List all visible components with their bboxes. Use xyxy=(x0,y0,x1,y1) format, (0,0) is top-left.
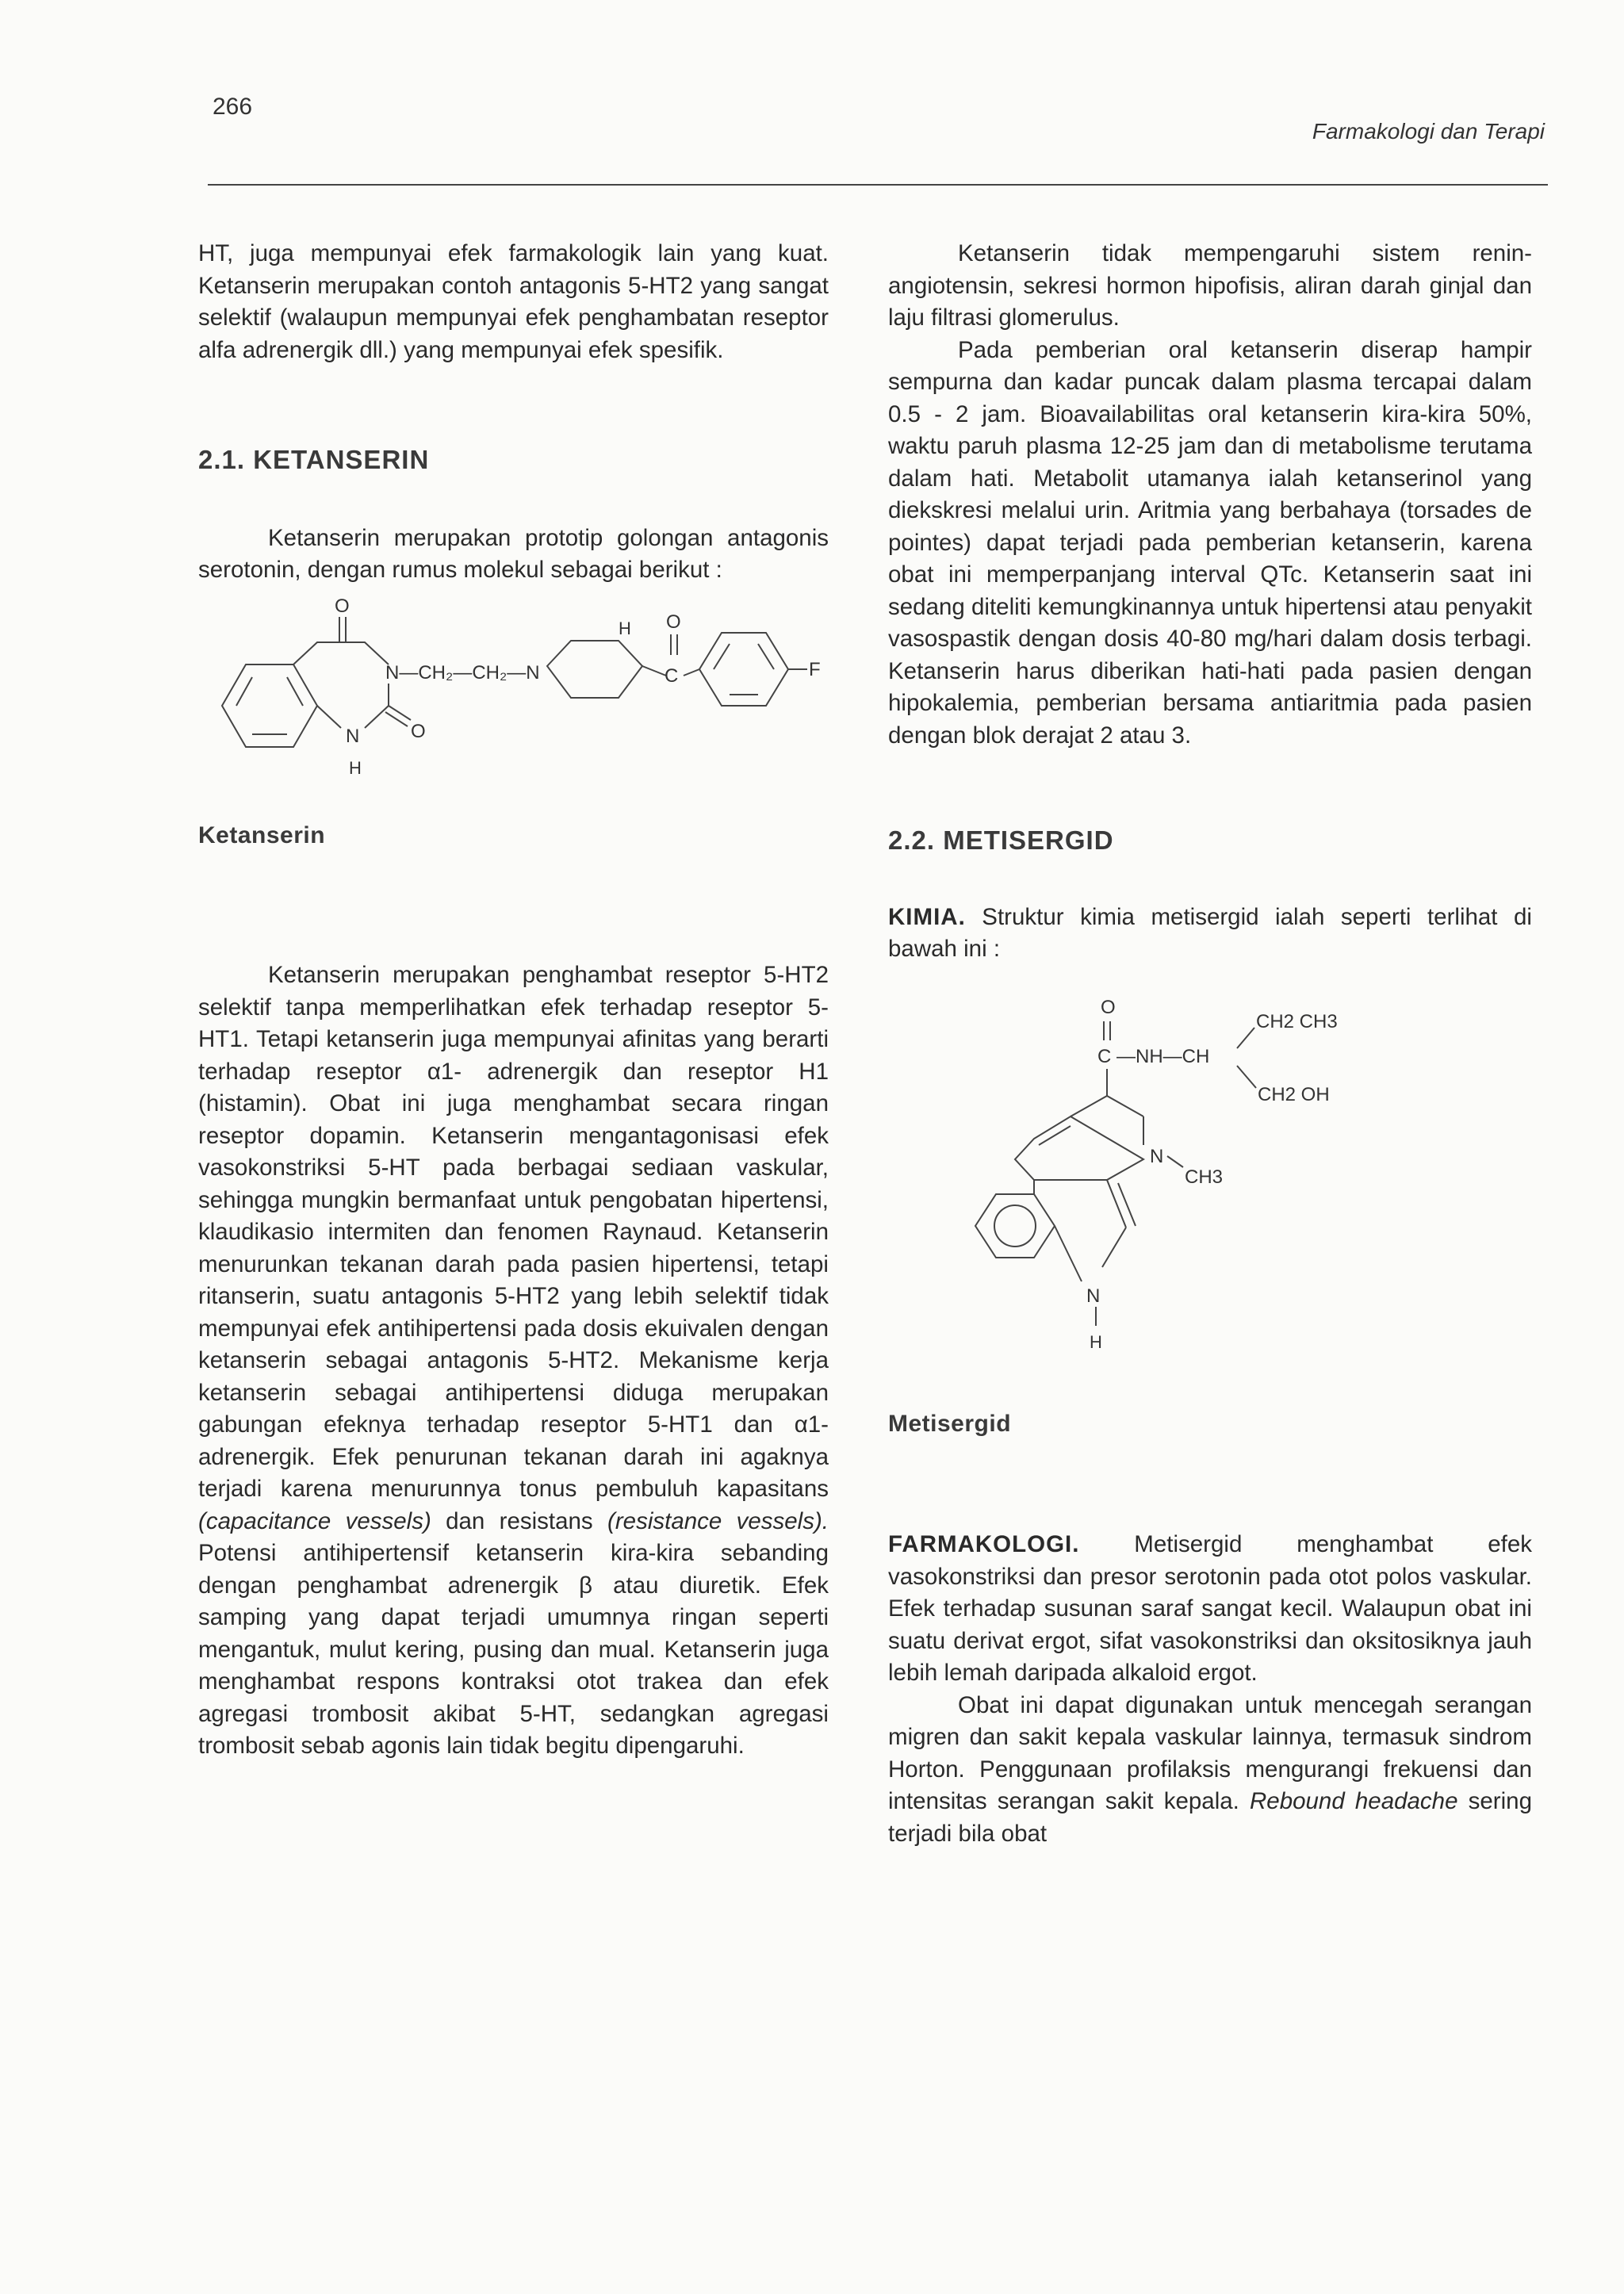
caption-ketanserin: Ketanserin xyxy=(198,821,326,848)
hydrogen-label: H xyxy=(619,618,631,638)
left-column xyxy=(198,238,829,1763)
ring-a xyxy=(975,1194,1055,1258)
piperidine-ring xyxy=(547,641,642,698)
n-methyl-label: CH3 xyxy=(1185,1166,1224,1188)
section-heading-metisergid: 2.2. METISERGID xyxy=(888,825,1114,855)
ethyl-chain-label: N—CH₂—CH₂—N xyxy=(385,661,540,684)
caption-metisergid: Metisergid xyxy=(888,1410,1012,1437)
amide-label: C —NH—CH xyxy=(1097,1045,1210,1067)
pharmacokinetics-paragraph: Pada pemberian oral ketanserin diserap hampir sempurna dan kadar puncak dalam plasma tercapai dalam 0.5 - 2 jam. Bioavailabilitas oral ketanserin kira-kira 50%, waktu paruh plasma 12-25 jam dan di metabolisme terutama dalam hati. Metabolit utamanya ialah ketanserinol yang diekskresi melalui urin. Aritmia yang berbahaya (torsades de pointes) dapat terjadi pada pemberian ketanserin, karena obat ini memperpanjang interval QTc. Ketanserin saat ini sedang diteliti kemungkinannya untuk hipertensi atau penyakit vasospastik dengan dosis 40-80 mg/hari dalam dosis terbagi. Ketanserin harus diberikan hati-hati pada pasien dengan hipokalemia, pemberian bersama antiaritmia pada pasien dengan blok derajat 2 atau 3. xyxy=(888,336,1532,749)
pyrimidine-ring xyxy=(293,642,389,664)
ketone-oxygen-label: O xyxy=(666,611,681,633)
carbonyl-oxygen-label: O xyxy=(1101,996,1116,1018)
metisergid-structure xyxy=(888,990,1532,1402)
ketanserin-intro: Ketanserin merupakan prototip golongan antagonis serotonin, dengan rumus molekul sebagai berikut : xyxy=(198,524,829,583)
farmakologi-paragraph: FARMAKOLOGI. Metisergid menghambat efek vasokonstriksi dan presor serotonin pada otot polos vaskular. Efek terhadap susunan saraf sangat kecil. Walaupun obat ini suatu derivat ergot, sifat vasokonstriksi dan oksitosiknya jauh lebih lemah daripada alkaloid ergot. xyxy=(888,1531,1532,1686)
renin-paragraph: Ketanserin tidak mempengaruhi sistem renin-angiotensin, sekresi hormon hipofisis, aliran darah ginjal dan laju filtrasi glomerulus. xyxy=(888,240,1532,331)
methyl-nitrogen-label: N xyxy=(1150,1145,1164,1167)
italic-resistance: (resistance vessels). xyxy=(607,1507,829,1534)
oxygen-top-label: O xyxy=(335,595,350,617)
indole-nitrogen-label: N xyxy=(1086,1285,1101,1307)
ketone-carbon-label: C xyxy=(665,664,679,687)
right-column xyxy=(888,238,1532,1850)
kimia-paragraph: KIMIA. Struktur kimia metisergid ialah seperti terlihat di bawah ini : xyxy=(888,903,1532,962)
ring-h-label: H xyxy=(349,757,362,778)
italic-rebound-headache: Rebound headache xyxy=(1250,1788,1458,1814)
indole-h-label: H xyxy=(1090,1331,1102,1352)
fluorine-label: F xyxy=(809,658,821,680)
kimia-label: KIMIA. xyxy=(888,903,966,930)
header-rule xyxy=(208,184,1548,186)
section-heading-ketanserin: 2.1. KETANSERIN xyxy=(198,445,430,474)
ethyl-label: CH2 CH3 xyxy=(1256,1010,1338,1032)
oxygen-bottom-label: O xyxy=(411,720,426,742)
running-title: Farmakologi dan Terapi xyxy=(1312,119,1545,144)
page-number: 266 xyxy=(213,94,253,120)
intro-paragraph: HT, juga mempunyai efek farmakologik lain yang kuat. Ketanserin merupakan contoh antagonis 5-HT2 yang sangat selektif (walaupun mempunyai efek penghambatan reseptor alfa adrenergik dll.) yang mempunyai efek spesifik. xyxy=(198,240,829,363)
hydroxymethyl-label: CH2 OH xyxy=(1258,1083,1330,1105)
ketanserin-structure xyxy=(198,587,829,809)
indication-paragraph: Obat ini dapat digunakan untuk mencegah serangan migren dan sakit kepala vaskular lainnya, termasuk sindrom Horton. Penggunaan profilaksis mengurangi frekuensi dan intensitas serangan sakit kepala. Rebound headache sering terjadi bila obat xyxy=(888,1691,1532,1847)
italic-capacitance: (capacitance vessels) xyxy=(198,1507,431,1534)
ketanserin-body: Ketanserin merupakan penghambat reseptor 5-HT2 selektif tanpa memperlihatkan efek terhadap reseptor 5-HT1. Tetapi ketanserin juga mempunyai afinitas yang berarti terhadap reseptor α1- adrenergik dan reseptor H1 (histamin). Obat ini juga menghambat secara ringan reseptor dopamin. Ketanserin mengantagonisasi efek vasokonstriksi 5-HT pada berbagai sediaan vaskular, sehingga mungkin bermanfaat untuk pengobatan hipertensi, klaudikasio intermiten dan fenomen Raynaud. Ketanserin menurunkan tekanan darah pada pasien hipertensi, tetapi ritanserin, suatu antagonis 5-HT2 yang lebih selektif tidak mempunyai efek antihipertensi pada dosis ekuivalen dengan ketanserin sebagai antagonis 5-HT2. Mekanisme kerja ketanserin sebagai antihipertensi diduga merupakan gabungan efeknya terhadap reseptor 5-HT1 dan α1- adrenergik. Efek penurunan tekanan darah ini agaknya terjadi karena menurunnya tonus pembuluh kapasitans (capacitance vessels) dan resistans (resistance vessels). Potensi antihipertensif ketanserin kira-kira sebanding dengan penghambat adrenergik β atau diuretik. Efek samping yang dapat terjadi umumnya ringan seperti mengantuk, mulut kering, pusing dan mual. Ketanserin juga menghambat respons kontraksi otot trakea dan efek agregasi trombosit akibat 5-HT, sedangkan agregasi trombosit sebab agonis lain tidak begitu dipengaruhi. xyxy=(198,962,829,1759)
farmakologi-label: FARMAKOLOGI. xyxy=(888,1531,1080,1557)
ring-nitrogen-label: N xyxy=(346,725,360,747)
ring-c xyxy=(1015,1116,1143,1180)
